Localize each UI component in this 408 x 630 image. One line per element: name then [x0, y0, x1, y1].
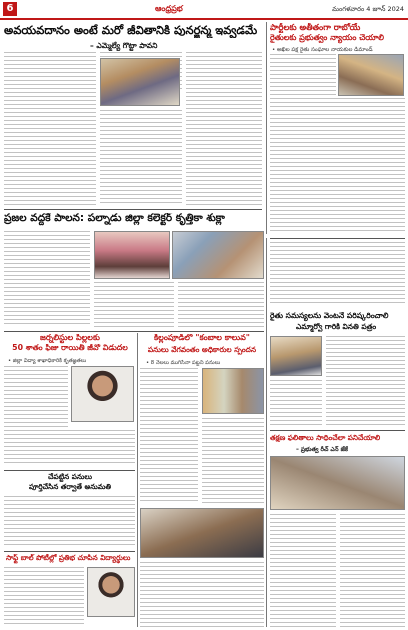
text-column	[270, 242, 405, 306]
paper-name: ఆంధ్రప్రభ	[155, 4, 183, 13]
kids-story-headline-2: 50 శాతం ఫీజు రాయితీ జీవో విడుదల	[12, 344, 128, 352]
text-column	[202, 418, 264, 504]
article-photo	[172, 231, 264, 279]
kids-story-subhead: • జిల్లా విద్యా శాఖాధికారికి కృతజ్ఞతలు	[8, 358, 87, 364]
text-column	[340, 514, 405, 627]
column-divider	[137, 333, 138, 627]
kambala-headline-1: కిల్లంపూడిలో "కంబాల కాలువ"	[154, 334, 250, 342]
text-column	[140, 562, 264, 627]
article-photo	[140, 508, 264, 558]
section-divider	[270, 430, 405, 431]
text-column	[4, 366, 68, 428]
column-divider	[266, 22, 267, 234]
dateline: మంగళవారం 4 జూన్ 2024	[332, 5, 404, 13]
article-photo	[100, 58, 180, 106]
right-story-headline-2: రైతులకు ప్రభుత్వం న్యాయం చేయాలి	[270, 34, 385, 42]
masthead	[0, 0, 408, 20]
right-story-subhead: • అఖిల పక్ష రైతు సంఘాల నాయకుల డిమాండ్	[272, 47, 373, 53]
section-divider	[4, 470, 135, 471]
kambala-headline-2: పనులు వేగవంతం అధికారుల స్పందన	[147, 346, 257, 354]
text-column	[100, 110, 182, 206]
top-story-byline: – ఎమ్మెల్యే గొట్టా పావని	[90, 41, 158, 50]
page-number: 6	[3, 2, 17, 16]
article-photo	[270, 456, 405, 510]
section-divider	[270, 238, 405, 239]
column-divider	[266, 238, 267, 627]
text-column	[270, 98, 405, 234]
section-divider	[4, 551, 135, 552]
bcschool-headline-2: పూర్తిచేసిన తర్వాతే అనుమతి	[29, 483, 111, 491]
section-divider	[4, 209, 262, 210]
health-story-headline: సాఫ్ట్ బాల్ పోటీల్లో ప్రతిభ చూపిన విద్యార్థులు	[6, 554, 131, 562]
kids-story-headline-1: జర్నలిస్టుల పిల్లలకు	[40, 334, 100, 342]
portrait-photo	[87, 567, 135, 617]
text-column	[4, 430, 135, 466]
article-photo	[270, 336, 322, 376]
bottom-right-headline: తక్షణ ఫలితాలు సాధించేలా పనిచేయాలి	[270, 434, 381, 442]
bottom-right-subhead: – ప్రభుత్వ రీచ్ ఎన్ జేకే	[296, 447, 348, 453]
text-column	[4, 52, 96, 206]
text-column	[270, 514, 336, 627]
mid-right-headline-1: రైతు సమస్యలను వెంటనే పరిష్కరించాలి	[270, 312, 389, 320]
text-column	[140, 368, 198, 504]
article-photo	[94, 231, 170, 279]
section-divider	[4, 331, 264, 332]
collector-story-headline: ప్రజల వద్దకే పాలన: పల్నాడు జిల్లా కలెక్టర్ కృత్తికా శుక్లా	[4, 213, 225, 224]
text-column	[270, 54, 336, 96]
bcschool-headline-1: చేపట్టిన పనులు	[48, 473, 92, 481]
kambala-subhead: • 8 నెలలు ముగిసినా పట్టని పనులు	[146, 360, 221, 366]
text-column	[94, 282, 174, 327]
portrait-photo	[71, 366, 134, 422]
top-story-headline: అవయవదానం అంటే మరో జీవితానికి పునర్జన్మ ఇవ్వడమే	[4, 24, 258, 37]
right-story-headline-1: పార్టీలకు అతీతంగా రాబోయే	[270, 23, 361, 32]
text-column	[186, 52, 262, 206]
mid-right-headline-2: ఎమ్మార్వో గారికి వినతి పత్రం	[296, 323, 377, 331]
text-column	[270, 380, 322, 426]
text-column	[4, 231, 90, 327]
article-photo	[338, 54, 404, 96]
text-column	[326, 336, 405, 426]
text-column	[178, 282, 264, 327]
text-column	[4, 567, 84, 627]
article-photo	[202, 368, 264, 414]
text-column	[4, 496, 135, 548]
